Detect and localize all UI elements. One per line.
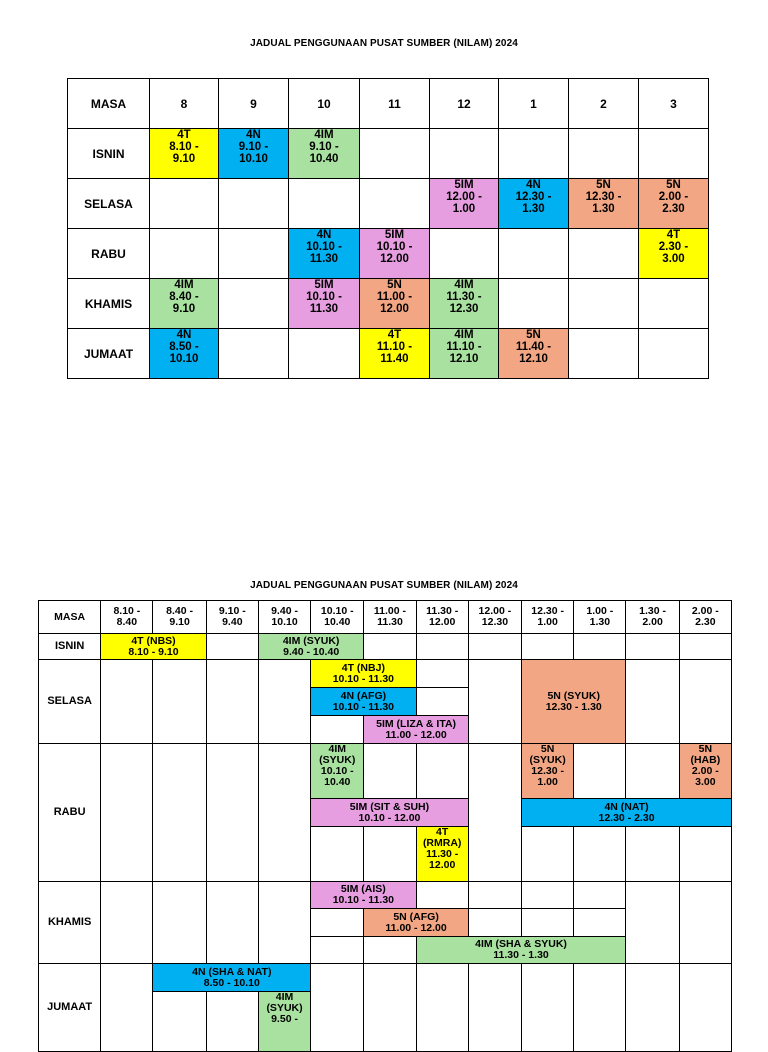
block-rabu-5n-syuk: 5N (SYUK) 12.30 - 1.00: [522, 744, 574, 799]
column-header-timeslot: 8.40 - 9.10: [153, 601, 206, 634]
block-khamis-5im: 5IM (AIS) 10.10 - 11.30: [311, 882, 416, 909]
day-label: JUMAAT: [68, 329, 150, 379]
empty-cell: [499, 129, 569, 179]
table-header-row: [39, 601, 732, 634]
empty-cell: [574, 964, 626, 1052]
empty-cell: [522, 882, 574, 909]
column-header-hour: 8: [150, 79, 219, 129]
column-header-hour: 11: [360, 79, 430, 129]
day-label-rabu: RABU: [39, 744, 101, 882]
empty-cell: [364, 964, 416, 1052]
column-header-hour: 2: [569, 79, 639, 129]
class-block: 4T 8.10 - 9.10: [150, 129, 219, 179]
empty-cell: [360, 129, 430, 179]
class-block: 4N 9.10 - 10.10: [219, 129, 289, 179]
empty-cell: [468, 882, 521, 909]
block-isnin-4im: 4IM (SYUK) 9.40 - 10.40: [258, 634, 363, 660]
table-row: [68, 279, 709, 329]
empty-cell: [206, 992, 258, 1052]
column-header-timeslot: 9.40 - 10.10: [258, 601, 310, 634]
empty-cell: [522, 909, 574, 937]
empty-cell: [639, 279, 709, 329]
class-block: 5IM 10.10 - 11.30: [289, 279, 360, 329]
empty-cell: [574, 744, 626, 799]
empty-cell: [311, 937, 364, 964]
block-isnin-4t: 4T (NBS) 8.10 - 9.10: [101, 634, 206, 660]
empty-cell: [311, 716, 364, 744]
column-header-hour: 10: [289, 79, 360, 129]
column-header-masa: MASA: [68, 79, 150, 129]
empty-cell: [574, 634, 626, 660]
empty-cell: [626, 660, 679, 744]
schedule-table-halfhour: [38, 600, 732, 1052]
empty-cell: [206, 634, 258, 660]
column-header-timeslot: 1.30 - 2.00: [626, 601, 679, 634]
day-label-khamis: KHAMIS: [39, 882, 101, 964]
empty-cell: [101, 882, 153, 964]
empty-cell: [206, 882, 258, 964]
day-label-jumaat: JUMAAT: [39, 964, 101, 1052]
empty-cell: [468, 634, 521, 660]
empty-cell: [569, 279, 639, 329]
empty-cell: [639, 329, 709, 379]
empty-cell: [574, 827, 626, 882]
empty-cell: [311, 964, 364, 1052]
day-label: RABU: [68, 229, 150, 279]
empty-cell: [499, 229, 569, 279]
empty-cell: [416, 882, 468, 909]
empty-cell: [522, 634, 574, 660]
table-row: [39, 882, 732, 909]
class-block: 4N 12.30 - 1.30: [499, 179, 569, 229]
empty-cell: [626, 634, 679, 660]
table-row: [39, 744, 732, 799]
empty-cell: [639, 129, 709, 179]
day-label: ISNIN: [68, 129, 150, 179]
day-label: KHAMIS: [68, 279, 150, 329]
empty-cell: [258, 744, 310, 882]
block-rabu-4t: 4T (RMRA) 11.30 - 12.00: [416, 827, 468, 882]
block-jumaat-4im: 4IM (SYUK) 9.50 -: [258, 992, 310, 1052]
empty-cell: [153, 992, 206, 1052]
empty-cell: [522, 964, 574, 1052]
day-label-isnin: ISNIN: [39, 634, 101, 660]
empty-cell: [153, 744, 206, 882]
empty-cell: [153, 882, 206, 964]
empty-cell: [258, 660, 310, 744]
day-label-selasa: SELASA: [39, 660, 101, 744]
table-row: [39, 660, 732, 688]
empty-cell: [289, 329, 360, 379]
empty-cell: [364, 744, 416, 799]
empty-cell: [364, 827, 416, 882]
block-selasa-5im: 5IM (LIZA & ITA) 11.00 - 12.00: [364, 716, 468, 744]
class-block: 5IM 10.10 - 12.00: [360, 229, 430, 279]
class-block: 4IM 11.10 - 12.10: [430, 329, 499, 379]
empty-cell: [569, 229, 639, 279]
empty-cell: [679, 882, 731, 964]
table-header-row: [68, 79, 709, 129]
block-selasa-4t: 4T (NBJ) 10.10 - 11.30: [311, 660, 416, 688]
block-khamis-4im: 4IM (SHA & SYUK) 11.30 - 1.30: [416, 937, 626, 964]
empty-cell: [416, 634, 468, 660]
day-label: SELASA: [68, 179, 150, 229]
column-header-hour: 9: [219, 79, 289, 129]
column-header-timeslot: 10.10 - 10.40: [311, 601, 364, 634]
class-block: 5N 11.40 - 12.10: [499, 329, 569, 379]
class-block: 4IM 11.30 - 12.30: [430, 279, 499, 329]
block-rabu-4n: 4N (NAT) 12.30 - 2.30: [522, 799, 732, 827]
empty-cell: [626, 882, 679, 964]
empty-cell: [499, 279, 569, 329]
class-block: 5IM 12.00 - 1.00: [430, 179, 499, 229]
column-header-timeslot: 8.10 - 8.40: [101, 601, 153, 634]
empty-cell: [626, 827, 679, 882]
empty-cell: [574, 909, 626, 937]
empty-cell: [219, 179, 289, 229]
empty-cell: [416, 964, 468, 1052]
schedule-table-hourly: [67, 78, 709, 379]
class-block: 4N 10.10 - 11.30: [289, 229, 360, 279]
column-header-timeslot: 12.00 - 12.30: [468, 601, 521, 634]
empty-cell: [101, 744, 153, 882]
column-header-timeslot: 12.30 - 1.00: [522, 601, 574, 634]
class-block: 4N 8.50 - 10.10: [150, 329, 219, 379]
class-block: 4IM 9.10 - 10.40: [289, 129, 360, 179]
empty-cell: [626, 964, 679, 1052]
empty-cell: [574, 882, 626, 909]
column-header-timeslot: 1.00 - 1.30: [574, 601, 626, 634]
empty-cell: [679, 660, 731, 744]
empty-cell: [468, 964, 521, 1052]
empty-cell: [150, 229, 219, 279]
empty-cell: [569, 329, 639, 379]
class-block: 5N 11.00 - 12.00: [360, 279, 430, 329]
empty-cell: [679, 827, 731, 882]
class-block: 5N 12.30 - 1.30: [569, 179, 639, 229]
empty-cell: [468, 909, 521, 937]
empty-cell: [219, 279, 289, 329]
table-row: [68, 329, 709, 379]
table-row: [39, 964, 732, 992]
empty-cell: [258, 882, 310, 964]
empty-cell: [679, 964, 731, 1052]
block-rabu-5im: 5IM (SIT & SUH) 10.10 - 12.00: [311, 799, 469, 827]
column-header-hour: 3: [639, 79, 709, 129]
empty-cell: [626, 744, 679, 799]
class-block: 5N 2.00 - 2.30: [639, 179, 709, 229]
empty-cell: [430, 229, 499, 279]
table-row: [68, 179, 709, 229]
column-header-masa: MASA: [39, 601, 101, 634]
empty-cell: [569, 129, 639, 179]
block-khamis-5n: 5N (AFG) 11.00 - 12.00: [364, 909, 468, 937]
empty-cell: [206, 744, 258, 882]
empty-cell: [679, 634, 731, 660]
empty-cell: [219, 229, 289, 279]
empty-cell: [219, 329, 289, 379]
empty-cell: [360, 179, 430, 229]
column-header-hour: 1: [499, 79, 569, 129]
empty-cell: [468, 744, 521, 882]
block-rabu-4im: 4IM (SYUK) 10.10 - 10.40: [311, 744, 364, 799]
empty-cell: [430, 129, 499, 179]
empty-cell: [364, 937, 416, 964]
column-header-timeslot: 2.00 - 2.30: [679, 601, 731, 634]
column-header-timeslot: 11.30 - 12.00: [416, 601, 468, 634]
empty-cell: [150, 179, 219, 229]
empty-cell: [522, 827, 574, 882]
schedule-title-top: JADUAL PENGGUNAAN PUSAT SUMBER (NILAM) 2024: [250, 38, 518, 49]
empty-cell: [311, 827, 364, 882]
empty-cell: [311, 909, 364, 937]
block-rabu-5n-hab: 5N (HAB) 2.00 - 3.00: [679, 744, 731, 799]
empty-cell: [206, 660, 258, 744]
empty-cell: [364, 634, 416, 660]
empty-cell: [416, 744, 468, 799]
block-selasa-4n: 4N (AFG) 10.10 - 11.30: [311, 688, 416, 716]
empty-cell: [101, 660, 153, 744]
table-row: [68, 229, 709, 279]
empty-cell: [153, 660, 206, 744]
class-block: 4T 11.10 - 11.40: [360, 329, 430, 379]
table-row: [39, 634, 732, 660]
column-header-timeslot: 9.10 - 9.40: [206, 601, 258, 634]
empty-cell: [289, 179, 360, 229]
column-header-timeslot: 11.00 - 11.30: [364, 601, 416, 634]
block-jumaat-4n: 4N (SHA & NAT) 8.50 - 10.10: [153, 964, 311, 992]
column-header-hour: 12: [430, 79, 499, 129]
schedule-title-bottom: JADUAL PENGGUNAAN PUSAT SUMBER (NILAM) 2024: [250, 580, 518, 591]
empty-cell: [416, 688, 468, 716]
empty-cell: [468, 660, 521, 744]
table-row: [68, 129, 709, 179]
class-block: 4T 2.30 - 3.00: [639, 229, 709, 279]
block-selasa-5n: 5N (SYUK) 12.30 - 1.30: [522, 660, 626, 744]
empty-cell: [416, 660, 468, 688]
class-block: 4IM 8.40 - 9.10: [150, 279, 219, 329]
empty-cell: [101, 964, 153, 1052]
